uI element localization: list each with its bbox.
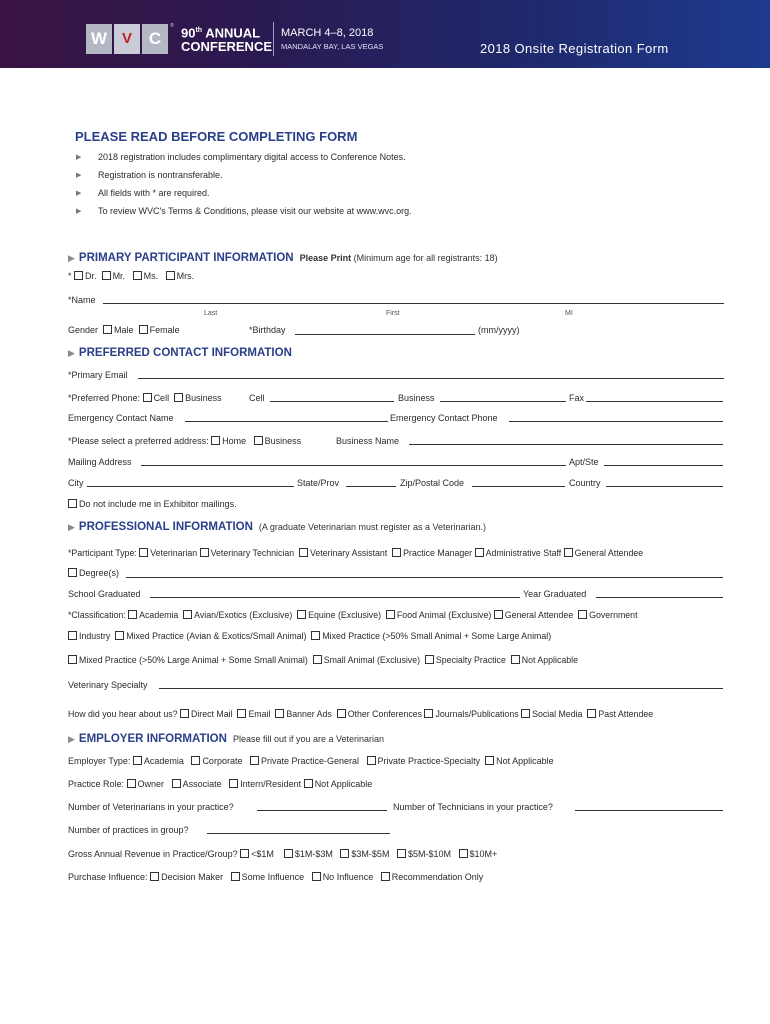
num-techs-field[interactable]	[575, 810, 723, 811]
school-label: School Graduated	[68, 589, 141, 599]
checkbox-mixed-avian-small[interactable]: Mixed Practice (Avian & Exotics/Small Animal)	[115, 631, 306, 641]
country-field[interactable]	[606, 486, 723, 487]
zip-field[interactable]	[472, 486, 565, 487]
checkbox-mixed-small-large[interactable]: Mixed Practice (>50% Small Animal + Some Large Animal)	[311, 631, 551, 641]
zip-label: Zip/Postal Code	[400, 478, 465, 488]
checkbox-no-influence[interactable]: No Influence	[312, 872, 374, 882]
section-arrow-icon: ▶	[68, 253, 75, 263]
checkbox-rev-10m-plus[interactable]: $10M+	[459, 849, 498, 859]
checkbox-recommendation-only[interactable]: Recommendation Only	[381, 872, 484, 882]
checkbox-practice-manager[interactable]: Practice Manager	[392, 548, 472, 558]
emergency-phone-label: Emergency Contact Phone	[390, 413, 498, 423]
checkbox-journals[interactable]: Journals/Publications	[424, 709, 518, 719]
checkbox-mr[interactable]: Mr.	[102, 271, 126, 281]
checkbox-academia[interactable]: Academia	[128, 610, 178, 620]
mailing-address-label: Mailing Address	[68, 457, 132, 467]
checkbox-emp-academia[interactable]: Academia	[133, 756, 184, 766]
logo-letter: W	[86, 24, 112, 54]
checkbox-intern-resident[interactable]: Intern/Resident	[229, 779, 301, 789]
checkbox-other-conferences[interactable]: Other Conferences	[337, 709, 422, 719]
checkbox-direct-mail[interactable]: Direct Mail	[180, 709, 233, 719]
birthday-label: *Birthday	[249, 325, 286, 335]
checkbox-rev-3m-5m[interactable]: $3M-$5M	[340, 849, 389, 859]
checkbox-mixed-large-small[interactable]: Mixed Practice (>50% Large Animal + Some Small Animal)	[68, 655, 308, 665]
registered-mark: ®	[170, 23, 174, 29]
header-banner	[0, 0, 770, 68]
checkbox-dr[interactable]: Dr.	[74, 271, 97, 281]
specialty-label: Veterinary Specialty	[68, 680, 148, 690]
checkbox-food-animal[interactable]: Food Animal (Exclusive)	[386, 610, 491, 620]
checkbox-vet-technician[interactable]: Veterinary Technician	[200, 548, 294, 558]
checkbox-business-phone[interactable]: Business	[174, 393, 222, 403]
checkbox-role-not-applicable[interactable]: Not Applicable	[304, 779, 373, 789]
checkbox-specialty-practice[interactable]: Specialty Practice	[425, 655, 506, 665]
checkbox-government[interactable]: Government	[578, 610, 637, 620]
checkbox-banner-ads[interactable]: Banner Ads	[275, 709, 331, 719]
checkbox-rev-5m-10m[interactable]: $5M-$10M	[397, 849, 451, 859]
section-professional: ▶ PROFESSIONAL INFORMATION (A graduate Veterinarian must register as a Veterinarian.)	[68, 521, 487, 533]
num-techs-label: Number of Technicians in your practice?	[393, 802, 553, 812]
bullet-arrow-icon: ▶	[76, 172, 82, 179]
checkbox-private-specialty[interactable]: Private Practice-Specialty	[367, 756, 481, 766]
checkbox-ms[interactable]: Ms.	[133, 271, 159, 281]
conference-label: CONFERENCE	[181, 39, 273, 54]
apt-label: Apt/Ste	[569, 457, 599, 467]
section-employer: ▶ EMPLOYER INFORMATION Please fill out if you are a Veterinarian	[68, 733, 385, 745]
section-primary-participant: ▶ PRIMARY PARTICIPANT INFORMATION Please Print (Minimum age for all registrants: 18)	[68, 252, 498, 264]
classification-row-2	[68, 630, 551, 642]
name-sub-last: Last	[204, 310, 218, 317]
checkbox-mrs[interactable]: Mrs.	[166, 271, 195, 281]
checkbox-emp-not-applicable[interactable]: Not Applicable	[485, 756, 554, 766]
phone-row: *Preferred Phone: Cell Business	[68, 393, 222, 403]
birthday-format: (mm/yyyy)	[478, 325, 520, 335]
checkbox-class-not-applicable[interactable]: Not Applicable	[511, 655, 578, 665]
checkbox-business-address[interactable]: Business	[254, 436, 302, 446]
checkbox-private-general[interactable]: Private Practice-General	[250, 756, 359, 766]
emergency-name-label: Emergency Contact Name	[68, 413, 174, 423]
participant-type-row: *Participant Type: Veterinarian Veterinary Technician Veterinary Assistant Practice Manager Administrative Staff General Attendee	[68, 548, 644, 558]
business-name-field[interactable]	[409, 444, 723, 445]
gender-row: Gender Male Female	[68, 325, 180, 335]
apt-field[interactable]	[604, 465, 723, 466]
city-label: City	[68, 478, 84, 488]
name-sub-first: First	[386, 310, 400, 317]
year-field[interactable]	[596, 597, 723, 598]
name-label: *Name	[68, 295, 96, 305]
revenue-row: Gross Annual Revenue in Practice/Group? <$1M $1M-$3M $3M-$5M $5M-$10M $10M+	[68, 849, 498, 859]
checkbox-male[interactable]: Male	[103, 325, 134, 335]
checkbox-general-attendee[interactable]: General Attendee	[564, 548, 643, 558]
checkbox-email[interactable]: Email	[237, 709, 270, 719]
checkbox-home[interactable]: Home	[211, 436, 246, 446]
classification-row-3	[68, 654, 578, 666]
address-select-row: *Please select a preferred address: Home Business	[68, 436, 302, 446]
mailing-address-field[interactable]	[141, 465, 566, 466]
bullet-arrow-icon: ▶	[76, 190, 82, 197]
checkbox-decision-maker[interactable]: Decision Maker	[150, 872, 223, 882]
checkbox-admin-staff[interactable]: Administrative Staff	[475, 548, 562, 558]
checkbox-past-attendee[interactable]: Past Attendee	[587, 709, 653, 719]
birthday-field[interactable]	[295, 334, 475, 335]
checkbox-rev-1m-3m[interactable]: $1M-$3M	[284, 849, 333, 859]
conference-dates: MARCH 4–8, 2018	[281, 27, 374, 39]
checkbox-social-media[interactable]: Social Media	[521, 709, 582, 719]
employer-type-row: Employer Type: Academia Corporate Private Practice-General Private Practice-Specialty Not Applicable	[68, 756, 554, 766]
checkbox-equine[interactable]: Equine (Exclusive)	[297, 610, 381, 620]
logo-letter: C	[142, 24, 168, 54]
checkbox-cell[interactable]: Cell	[143, 393, 170, 403]
checkbox-vet-assistant[interactable]: Veterinary Assistant	[299, 548, 387, 558]
hear-about-row: How did you hear about us? Direct Mail Email Banner Ads Other Conferences Journals/Publications Social Media Past Attendee	[68, 709, 654, 719]
primary-email-field[interactable]	[138, 378, 724, 379]
city-field[interactable]	[87, 486, 294, 487]
fax-field[interactable]	[586, 401, 723, 402]
checkbox-small-animal[interactable]: Small Animal (Exclusive)	[313, 655, 420, 665]
degree-row[interactable]: Degree(s)	[68, 567, 119, 579]
primary-email-label: *Primary Email	[68, 370, 128, 380]
checkbox-class-general-attendee[interactable]: General Attendee	[494, 610, 573, 620]
checkbox-industry[interactable]: Industry	[68, 631, 110, 641]
checkbox-associate[interactable]: Associate	[172, 779, 222, 789]
annual-label: 90th ANNUAL	[181, 25, 261, 41]
form-title: 2018 Onsite Registration Form	[480, 41, 669, 56]
checkbox-owner[interactable]: Owner	[127, 779, 165, 789]
practice-role-row: Practice Role: Owner Associate Intern/Resident Not Applicable	[68, 779, 373, 789]
business-name-label: Business Name	[336, 436, 400, 446]
section-preferred-contact: ▶ PREFERRED CONTACT INFORMATION	[68, 347, 292, 359]
name-sub-mi: MI	[565, 310, 573, 317]
conference-venue: MANDALAY BAY, LAS VEGAS	[281, 42, 384, 51]
state-field[interactable]	[346, 486, 396, 487]
cell-label: Cell	[249, 393, 265, 403]
classification-row-1: *Classification: Academia Avian/Exotics (Exclusive) Equine (Exclusive) Food Animal (Exclusive) General Attendee Government	[68, 610, 638, 620]
name-field[interactable]	[103, 303, 724, 304]
checkbox-rev-under-1m[interactable]: <$1M	[240, 849, 274, 859]
year-label: Year Graduated	[523, 589, 587, 599]
checkbox-no-exhibitor[interactable]: Do not include me in Exhibitor mailings.	[68, 498, 237, 510]
business-phone-field[interactable]	[440, 401, 566, 402]
checkbox-corporate[interactable]: Corporate	[191, 756, 242, 766]
header-divider	[273, 22, 274, 56]
specialty-field[interactable]	[159, 688, 723, 689]
state-label: State/Prov	[297, 478, 340, 488]
country-label: Country	[569, 478, 601, 488]
section-arrow-icon: ▶	[68, 522, 75, 532]
emergency-name-field[interactable]	[185, 421, 388, 422]
influence-row: Purchase Influence: Decision Maker Some Influence No Influence Recommendation Only	[68, 872, 484, 882]
checkbox-some-influence[interactable]: Some Influence	[231, 872, 305, 882]
checkbox-avian-exotics[interactable]: Avian/Exotics (Exclusive)	[183, 610, 292, 620]
wvc-logo	[86, 24, 170, 54]
bullet-arrow-icon: ▶	[76, 208, 82, 215]
num-practices-field[interactable]	[207, 833, 390, 834]
title-options: * Dr. Mr. Ms. Mrs.	[68, 271, 195, 281]
fax-label: Fax	[569, 393, 585, 403]
emergency-phone-field[interactable]	[509, 421, 723, 422]
num-vets-label: Number of Veterinarians in your practice?	[68, 802, 234, 812]
read-before-title: PLEASE READ BEFORE COMPLETING FORM	[75, 129, 358, 144]
checkbox-female[interactable]: Female	[139, 325, 180, 335]
cell-field[interactable]	[270, 401, 394, 402]
num-practices-label: Number of practices in group?	[68, 825, 189, 835]
logo-letter: V	[114, 24, 140, 54]
bullet-arrow-icon: ▶	[76, 154, 82, 161]
section-arrow-icon: ▶	[68, 348, 75, 358]
checkbox-veterinarian[interactable]: Veterinarian	[139, 548, 197, 558]
school-field[interactable]	[150, 597, 520, 598]
degree-field[interactable]	[126, 577, 723, 578]
num-vets-field[interactable]	[257, 810, 387, 811]
business-phone-label: Business	[398, 393, 435, 403]
section-arrow-icon: ▶	[68, 734, 75, 744]
